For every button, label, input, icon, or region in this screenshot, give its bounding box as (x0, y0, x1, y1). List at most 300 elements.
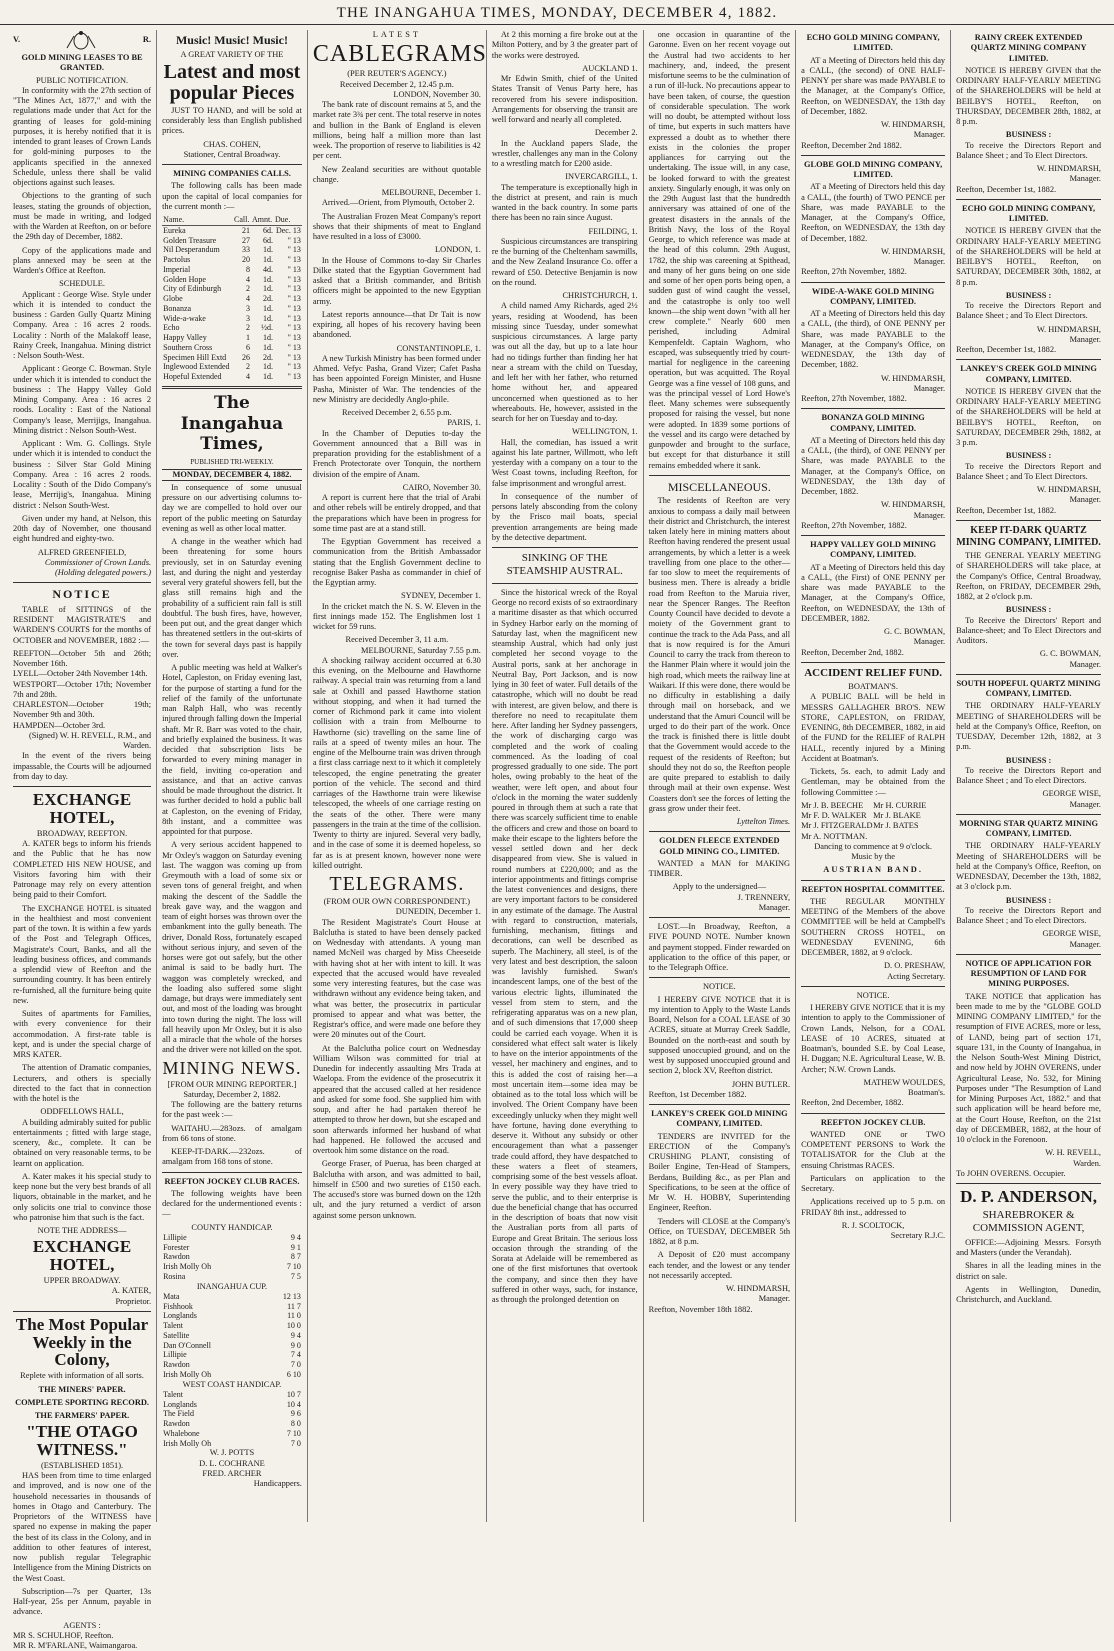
table-cell: Satellite (163, 1330, 190, 1340)
date-line: Reefton, December 2nd, 1882. (801, 647, 904, 657)
table-cell: 10 4 (286, 1399, 301, 1409)
divider (801, 986, 945, 987)
table-cell: 1d. (262, 313, 273, 323)
paragraph: The following are the battery returns for the past week :— (162, 1100, 302, 1120)
calls-title: MINING COMPANIES CALLS. (173, 169, 291, 179)
paragraph: A. Kater makes it his special study to keep none but the very best brands of all liquors, obtainable in the market, and he only solicits one trial to convince those who patronise him that such is the fact. (13, 1171, 152, 1222)
paragraph: Suspicious circumstances are transpiring re the burning of the Cheltenham sawmills, and the New Zealand Insurance Co. offer a reward of £50. Detective Benjamin is now on the round. (491, 236, 638, 287)
table-cell: 4 (245, 372, 250, 382)
paragraph: Mr Edwin Smith, chief of the United States Transit of Venus Party here, has recovered from his severe indisposition. Arrangements for observing the transit are well forward and nearly all completed. (491, 74, 638, 124)
manager-label: Manager. (1069, 495, 1102, 505)
table-cell: ½d. (260, 323, 273, 333)
music-by: Music by the (851, 852, 895, 862)
table-cell: Amnt. (251, 215, 273, 225)
business-label: BUSINESS : (1005, 130, 1052, 140)
table-cell: 6d. (262, 235, 273, 245)
handicappers-label: Handicappers. (253, 1479, 302, 1488)
table-row (162, 1243, 302, 1253)
table-cell: Fishhook (163, 1301, 193, 1311)
table-cell: Rawdon (163, 1419, 190, 1428)
paragraph: A report is current here that the trial of Arabi and other rebels will be entirely dropped, and that the preparations which have been in progress for some time past are at a stand still. (312, 493, 481, 533)
dateline-place: CONSTANTINOPLE, 1. (396, 343, 481, 353)
agents-heading: AGENTS : (63, 1620, 101, 1630)
paragraph: Tenders will CLOSE at the Company's Office, on TUESDAY, DECEMBER 5th 1882, at 8 p.m. (648, 1216, 791, 1247)
otago-witness-title: "THE OTAGO WITNESS." (26, 1422, 138, 1460)
paragraph: Shares in all the leading mines in the district on sale. (956, 1261, 1102, 1281)
music-variety: A GREAT VARIETY OF THE (180, 49, 284, 59)
table-cell: " 13 (287, 245, 301, 255)
table-cell: 9 1 (290, 1242, 301, 1252)
paragraph: I HEREBY GIVE NOTICE that it is my intention to apply to the Commissioner of Crown Lands, Nelson, for a COAL LEASE of 10 ACRES, situated at Boatman's, bounded S.E. by Coal Lease, H. Duggan; N.E. Agricultural Lease, W. B. Archer; N.W. Crown Lands. (801, 1003, 946, 1074)
table-cell: Lillipie (163, 1232, 187, 1242)
committee-member: Mr H. CURRIE (873, 800, 927, 810)
manager-label: Manager. (1069, 939, 1102, 949)
table-cell: 1d. (262, 274, 273, 284)
calls-table (162, 215, 302, 382)
masthead: THE INANGAHUA TIMES, MONDAY, DECEMBER 4, 1882. (0, 2, 1114, 25)
signer: J. TRENNERY, (737, 892, 791, 902)
column-1 (8, 30, 157, 1651)
signer: W. HINDMARSH, (880, 120, 946, 129)
divider (956, 199, 1101, 200)
table-cell: Irish Molly Oh (163, 1369, 212, 1379)
table-cell: 7 0 (290, 1438, 301, 1448)
table-cell: Whalebone (163, 1428, 200, 1438)
mining-date: Saturday, December 2, 1882. (183, 1089, 281, 1099)
table-cell: " 13 (287, 294, 301, 304)
paragraph: The following calls has been made upon the capital of local companies for the current month :— (162, 181, 302, 211)
table-cell: 1d. (262, 342, 273, 352)
farmers-paper: THE FARMERS' PAPER. (34, 1411, 130, 1421)
committee-member: Mr J. B. BEECHE (801, 800, 864, 810)
manager-label: Manager. (913, 257, 946, 266)
table-cell: Bonanza (163, 303, 192, 313)
inangahua-cup-table (162, 1292, 302, 1380)
table-cell: 1 (245, 333, 250, 343)
notice-heading: NOTICE. (856, 990, 890, 1000)
notice-heading: NOTICE. (702, 982, 736, 992)
west-coast-table (162, 1390, 302, 1449)
table-row (162, 1302, 302, 1312)
dateline-place: INVERCARGILL, 1. (565, 172, 638, 182)
date-line: Reefton, December 1st, 1882. (956, 184, 1057, 194)
column-3 (308, 30, 487, 1522)
paragraph: AT a Meeting of Directors held this day a CALL, (the second) of ONE HALF-PENNY per share was made PAYABLE to the Manager, at the Company's Office, Reefton, on WEDNESDAY, the 13th day of December, 1882. (801, 55, 946, 116)
table-cell: " 13 (287, 342, 301, 352)
divider (956, 954, 1101, 955)
table-cell: 26 (241, 352, 250, 362)
table-cell: Echo (163, 323, 180, 333)
signer: JOHN BUTLER. (731, 1079, 791, 1089)
table-row (162, 1390, 302, 1400)
table-row (162, 1350, 302, 1360)
paragraph: NOTICE IS HEREBY GIVEN that the ORDINARY HALF-YEARLY MEETING of the SHAREHOLDERS will be held at BEILBY'S HOTEL, Reefton, on SATURDAY, DECEMBER 29th, 1882, at 3 p.m. (956, 386, 1102, 447)
paragraph: To receive the Directors Report and Balance Sheet ; and To Elect Directors. (956, 461, 1102, 481)
divider (162, 164, 302, 165)
keep-it-dark-title: KEEP IT-DARK QUARTZ MINING COMPANY, LIMITED. (956, 524, 1101, 548)
table-cell: " 13 (287, 313, 301, 323)
paragraph: AT a Meeting of Directors held this day a CALL, (the First) of ONE PENNY per share was made PAYABLE to the Manager, at the Company's Office, Reefton, on WEDNESDAY, the 13th of DECEMBER, 1882. (801, 562, 946, 623)
signer: W. HINDMARSH, (880, 246, 946, 256)
table-cell: 8 (245, 264, 250, 274)
miscellaneous-title: MISCELLANEOUS. (667, 479, 771, 494)
county-handicap-table (162, 1233, 302, 1282)
crest-left-letter: V. (13, 34, 21, 44)
sitting-line: (Signed) W. H. REVELL, R.M., and Warden. (28, 730, 152, 751)
secretary-label: Secretary R.J.C. (890, 1231, 946, 1241)
received-line: Received December 3, 11 a.m. (345, 635, 449, 645)
table-row (162, 1233, 302, 1243)
calls-table-header (162, 215, 302, 225)
divider (649, 977, 790, 978)
divider (956, 520, 1101, 521)
table-row (162, 284, 302, 294)
dateline-place: LONDON, November 30. (393, 89, 481, 99)
table-cell: 33 (241, 245, 250, 255)
table-row (162, 362, 302, 372)
address-note: NOTE THE ADDRESS— (37, 1226, 127, 1236)
divider (801, 1113, 945, 1114)
proprietor-name: A. KATER, (111, 1286, 152, 1296)
paragraph: To receive the Directors Report and Balance Sheet ; and To Elect Directors. (956, 140, 1102, 160)
table-cell: Talent (163, 1321, 183, 1330)
manager-label: Manager. (913, 130, 946, 140)
table-cell: " 13 (287, 284, 301, 294)
table-cell: Golden Hope (163, 274, 206, 284)
table-cell: Lillipie (163, 1350, 187, 1360)
hospital-title: REEFTON HOSPITAL COMMITTEE. (801, 884, 945, 894)
table-cell: Specimen Hill Extd (163, 352, 227, 362)
table-cell: 11 0 (287, 1311, 301, 1321)
divider (162, 386, 302, 389)
divider (956, 359, 1101, 360)
dateline-place: December 2. (594, 128, 638, 138)
table-cell: Rawdon (163, 1360, 190, 1369)
band-name: AUSTRIAN BAND. (823, 865, 923, 875)
golden-fleece-title: GOLDEN FLEECE EXTENDED GOLD MINING CO., LIMITED. (659, 836, 780, 856)
paragraph: THE ORDINARY HALF-YEARLY MEETING of SHAREHOLDERS will be held at the Company's Office, Reefton, on TUESDAY, December 12th, 1882, at 3 p.m. (956, 701, 1102, 752)
dateline-place: DUNEDIN, December 1. (395, 907, 481, 917)
table-row (162, 1321, 302, 1331)
table-row (162, 1292, 302, 1302)
table-row (162, 225, 302, 235)
paragraph: TAKE NOTICE that application has been made to me by the "GLOBE GOLD MINING COMPANY LIMITED," for the resumption of FIVE ACRES, more or less, of LAND, being part of section 171, square 131, in the County of Inangahua, in the Nelson South-West Mining District, and now held by JOHN OVERENS, under Agricultural Lease, No. 532, for Mining Purposes under "The Resumption of Land for Mining Purposes Act, 1882." and that such application will be heard before me, at the Court House, Reefton, on the 21st day of DECEMBER, 1882, at the hour of 10 o'clock in the Forenoon. (956, 991, 1102, 1145)
business-label: BUSINESS : (1005, 755, 1052, 765)
dateline: MONDAY, DECEMBER 4, 1882. (162, 469, 302, 481)
place-line: Boatman's. (908, 1088, 946, 1098)
column-5 (644, 30, 796, 1522)
table-cell: 4 (245, 294, 250, 304)
morning-star-title: MORNING STAR QUARTZ MINING COMPANY, LIMITED. (959, 818, 1099, 839)
divider (649, 1104, 790, 1105)
signer: W. HINDMARSH, (880, 373, 946, 383)
divider (801, 535, 945, 536)
manager-label: Manager. (913, 383, 946, 393)
manager-label: Manager. (758, 1294, 791, 1304)
paragraph: Subscription—7s per Quarter, 13s Half-year, 25s per Annum, payable in advance. (13, 1586, 152, 1617)
table-cell: 9 0 (290, 1340, 301, 1350)
divider (801, 408, 945, 409)
table-cell: 7 4 (290, 1350, 301, 1360)
paragraph: WAITAHU.—283ozs. of amalgam from 66 tons of stone. (162, 1123, 302, 1143)
paragraph: In the cricket match the N. S. W. Eleven in the first innings made 152. The Englishmen lost 1 wicket for 59 runs. (312, 601, 481, 632)
signer: MATHEW WOULDES, (863, 1077, 946, 1087)
handicapper: W. J. POTTS (209, 1448, 255, 1458)
table-cell: 1d. (262, 362, 273, 372)
business-label: BUSINESS : (1005, 605, 1052, 615)
applicant-entry: Applicant : George Wise. Style under which it is intended to conduct the business : Garden Gully Quartz Mining Company. Area : 16 acres 2 roods. Locality : North of the Malakoff lease, Rainy Creek, Inangahua. Mining district : Nelson South-West. (13, 289, 152, 360)
jockey-club-title: REEFTON JOCKEY CLUB. (820, 1117, 926, 1127)
anderson-subtitle: SHAREBROKER & COMMISSION AGENT, (972, 1208, 1085, 1235)
table-cell: 1d. (262, 372, 273, 382)
table-row (162, 294, 302, 304)
hotel-title: EXCHANGE HOTEL, (32, 790, 132, 827)
committee-member: Mr F. D. WALKER (801, 811, 867, 821)
paragraph: AT a Meeting of Directors held this day a CALL, (the third), of ONE PENNY per Share, was made PAYABLE to the Manager, at the Company's Office, on WEDNESDAY, the 13th day of December, 1882. (801, 309, 946, 370)
date-line: Reefton, December 1st, 1882. (956, 505, 1057, 515)
table-cell: 3 (245, 303, 250, 313)
table-cell: 7 10 (286, 1262, 301, 1271)
table-cell: Globe (163, 294, 183, 304)
paragraph: Objections to the granting of such leases, stating the grounds of objection, must be made in writing, and lodged with the Warden at Reefton, on or before the 29th day of December, 1882. (13, 191, 152, 242)
table-cell: " 13 (287, 323, 301, 333)
column-4 (487, 30, 644, 1522)
paragraph: In the Auckland papers Slade, the wrestler, challenges any man in the Colony to a wrestling match for £200 aside. (491, 138, 638, 168)
table-cell: Imperial (163, 264, 191, 274)
paragraph: Arrived.—Orient, from Plymouth, October 2. (321, 198, 475, 208)
table-cell: 1d. (262, 255, 273, 265)
secretary-label: Acting Secretary. (887, 971, 946, 981)
table-cell: 10 0 (286, 1321, 301, 1330)
divider (162, 1172, 302, 1173)
signer: G. C. BOWMAN, (883, 627, 946, 636)
paragraph: JUST TO HAND, and will be sold at considerably less than English published prices. (162, 105, 302, 136)
weekly-title: The Most Popular Weekly in the Colony, (15, 1314, 149, 1370)
paragraph: A public meeting was held at Walker's Hotel, Capleston, on Friday evening last, for the purpose of starting a fund for the relief of the family of the unfortunate man Ralph Hall, who was recently injured through falling down the Imperial shaft. Mr R. Barr was voted to the chair, and briefly explained the business. It was decided that subscription lists be forwarded to every mining manager in the field, inviting co-operation and assistance, and that an active canvas should be made throughout the district. It was further decided to hold a public ball at Capleston, on the evening of Friday, 8th instant, and a committee was appointed for that purpose. (162, 663, 302, 837)
paragraph: WANTED a MAN for MAKING TIMBER. (648, 858, 791, 879)
south-hopeful-title: SOUTH HOPEFUL QUARTZ MINING COMPANY, LIMITED. (956, 678, 1101, 699)
paragraph: HAS been from time to time enlarged and improved, and is now one of the household necessaries in thousands of homes in Otago and Canterbury. The Proprietors of the WITNESS have spared no expense in making the paper the best of its class in the Colony, and in addition to other features of interest, now publish regular Telegraphic Intelligence from the Mining Districts on the West Coast. (13, 1471, 152, 1583)
paragraph: A child named Amy Richards, aged 2½ years, residing at Woodend, has been missing since Tuesday, under somewhat suspicious circumstances. A large party was out all the day, but up to a late hour had no tidings further than finding her hat near a stream with the child on Tuesday, and left her with her father, who returned home without her, and appeared unconcerned when questioned as to her whereabouts. He, however, assisted in the search for her on Tuesday and to-day. (491, 301, 638, 423)
table-row (162, 314, 302, 324)
table-cell: Southern Cross (163, 342, 213, 352)
calls-table-body (162, 225, 302, 382)
signer: GEORGE WISE, (1042, 929, 1102, 939)
crest-right-letter: R. (142, 34, 152, 44)
table-cell: 20 (241, 255, 250, 265)
established: (ESTABLISHED 1851). (40, 1460, 124, 1470)
manager-label: Manager. (1069, 334, 1102, 344)
table-cell: 2d. (262, 352, 273, 362)
table-cell: 9 6 (290, 1409, 301, 1419)
table-row (162, 1400, 302, 1410)
warden-label: Warden. (1073, 1158, 1102, 1168)
coat-of-arms-icon (64, 30, 98, 50)
table-row (162, 353, 302, 363)
agent-line: MR S. SCHULHOF, Reefton. (13, 1630, 114, 1640)
paragraph: Hall, the comedian, has issued a writ against his late partner, Willmott, who left yesterday with a company on a tour to the West Coast towns, including Reefton, for false imprisonment and wrongful arrest. (491, 437, 638, 488)
signer: ALFRED GREENFIELD, (37, 547, 127, 557)
table-cell: 8 0 (290, 1419, 301, 1428)
lankey-title: LANKEY'S CREEK GOLD MINING COMPANY, LIMITED. (651, 1109, 788, 1129)
reuter-agency: (PER REUTER'S AGENCY.) (347, 69, 447, 79)
paragraph: At 2 this morning a fire broke out at the Milton Pottery, and by 3 the greater part of the works were destroyed. (491, 30, 638, 60)
dateline-place: MELBOURNE, December 1. (381, 188, 481, 198)
paragraph: Particulars on application to the Secretary. (801, 1173, 946, 1194)
committee-list (801, 801, 945, 842)
table-cell: 10 7 (286, 1389, 301, 1399)
date-line: Reefton, 2nd December, 1882. (801, 1098, 904, 1108)
table-cell: " 13 (287, 274, 301, 284)
paragraph: AT a Meeting of Directors held this day a CALL, (the third), of ONE PENNY per Share, was made PAYABLE to the Manager, at the Company's Office, on WEDNESDAY, the 13th day of December, 1882. (801, 435, 946, 496)
table-cell: Irish Molly Oh (163, 1438, 212, 1448)
divider (956, 674, 1101, 675)
source-credit: Lyttelton Times. (736, 817, 791, 827)
table-cell: Longlands (163, 1399, 197, 1409)
signer: R. J. SCOLTOCK, (841, 1220, 905, 1230)
paragraph: In conformity with the 27th section of "The Mines Act, 1877," and with the regulations made under that Act for the granting of leases for gold-mining purposes, it is hereby notified that it is intended to grant leases of Crown Lands for gold-mining purposes to the applicants specified in the annexed Schedule, unless there shall be valid objections against such leases. (13, 85, 152, 187)
table-cell: " 13 (287, 264, 301, 274)
table-cell: 1d. (262, 303, 273, 313)
paragraph: In the House of Commons to-day Sir Charles Dilke stated that the Egyptian Government had asked that a British commander, and British officers might be appointed to the new Egyptian army. (312, 255, 481, 306)
paragraph: Tickets, 5s. each, to admit Lady and Gentleman, may be obtained from the following Committee :— (801, 767, 946, 797)
applicant-entry: Applicant : George C. Bowman. Style under which it is intended to conduct the business : The Happy Valley Gold Mining Company. Area : 16 acres 2 roods. Locality : East of the National Company's lease, Merrijigs, Inangahua. Mining district : Nelson South-West. (13, 364, 152, 435)
table-row (162, 323, 302, 333)
paragraph: A change in the weather which had been threatening for some hours previously, set in on Saturday evening last, and during the night and yesterday several very grateful showers fell, but the glass still remains high and the probability of a sufficient rain fall is still doubtful. The bush fires, have, however, been put out, and the great danger which has threatened settlers in the out-skirts of the town for several days past is happily over. (162, 537, 302, 659)
table-cell: 7 10 (286, 1428, 301, 1438)
mining-news-title: MINING NEWS. (162, 1057, 302, 1078)
paragraph: Copy of the applications made and plans annexed may be seen at the Warden's Office at Reefton. (13, 245, 152, 275)
committee-member: Mr J. BLAKE (873, 811, 921, 821)
divider (649, 475, 790, 476)
date-line: Reefton, 27th November, 1882. (801, 267, 907, 277)
date-line: Reefton, 27th November, 1882. (801, 394, 907, 403)
table-cell: Pactolus (163, 255, 191, 265)
paragraph: New Zealand securities are without quotable change. (312, 164, 481, 184)
sinking-title: SINKING OF THE STEAMSHIP AUSTRAL. (506, 552, 623, 578)
dateline-place: CHRISTCHURCH, 1. (562, 291, 638, 300)
table-cell: 12 13 (282, 1291, 301, 1301)
table-cell: 2 (245, 323, 250, 333)
paragraph: A PUBLIC BALL will be held in MESSRS GALLAGHER BRO'S. NEW STORE, CAPLESTON, on FRIDAY, EVENING, 8th DECEMBER, 1882, in aid of the FUND for the RELIEF of RALPH HALL, recently injured by a Mining Accident at Boatman's. (801, 692, 946, 763)
divider (649, 917, 790, 918)
paragraph: The Australian Frozen Meat Company's report shows that their shipments of meat to England have resulted in a loss of £3000. (312, 211, 481, 242)
signer: W. HINDMARSH, (725, 1284, 791, 1294)
paragraph: To receive the Directors Report and Balance Sheet ; and To elect Directors. (956, 765, 1102, 786)
divider (801, 155, 945, 156)
telegrams-title: TELEGRAMS. (329, 873, 465, 896)
applicant-entry: Applicant : Wm. G. Collings. Style under which it is intended to conduct the business : Silver Star Gold Mining Company. Area : 16 acres 2 roods. Locality : South of the Dido Company's lease, Merrijig's, Inangahua. Mining district : Nelson South-West. (13, 439, 152, 510)
table-row (162, 1370, 302, 1380)
paragraph: LOST.—In Broadway, Reefton, a FIVE POUND NOTE. Number known and payment stopped. Finder rewarded on application to the office of this paper, or to the Telegraph Office. (648, 922, 791, 973)
paper-title: The Inangahua Times, (180, 392, 284, 455)
signer: W. H. REVELL, (1045, 1148, 1102, 1158)
schedule-heading: SCHEDULE. (59, 279, 105, 289)
table-cell: " 13 (287, 235, 301, 245)
table-cell: Dec. 13 (275, 225, 301, 235)
table-cell: Name. (162, 215, 233, 225)
sitting-line: REEFTON—October 5th and 26th; November 16th. (13, 648, 152, 669)
sitting-line: LYELL—October 24th November 14th. (13, 669, 148, 679)
divider (801, 282, 945, 283)
accident-relief-title: ACCIDENT RELIEF FUND. (804, 666, 943, 679)
table-row (162, 1360, 302, 1370)
handicapper: FRED. ARCHER (202, 1468, 262, 1478)
divider (13, 582, 151, 583)
table-row (162, 304, 302, 314)
globe-title: GLOBE GOLD MINING COMPANY, LIMITED. (804, 159, 943, 179)
dateline-place: SYDNEY, December 1. (401, 591, 481, 601)
advertiser-address: Stationer, Central Broadway. (183, 149, 281, 159)
table-cell: 6d. (262, 225, 273, 235)
table-cell: 6 10 (286, 1369, 301, 1379)
table-row (162, 1419, 302, 1429)
table-cell: Nil Desperandum (163, 245, 220, 255)
divider (13, 786, 151, 787)
table-row (162, 1439, 302, 1449)
sporting-record: COMPLETE SPORTING RECORD. (15, 1397, 150, 1407)
table-row (162, 1262, 302, 1272)
paragraph: AT a Meeting of Directors held this day a CALL, (the fourth) of TWO PENCE per Share, was made PAYABLE to the Manager, at the Company's Office, Reefton, on WEDNESDAY, the 13th day of December, 1882. (801, 182, 946, 243)
paragraph: Latest reports announce—that Dr Tait is now expiring, all hopes of his recovery having been abandoned. (312, 309, 481, 340)
table-row (162, 1341, 302, 1351)
date-line: Reefton, November 18th 1882. (648, 1304, 753, 1314)
paragraph: To Receive the Directors' Report and Balance-sheet; and To Elect Directors and Auditors. (956, 615, 1102, 646)
rainy-creek-title: RAINY CREEK EXTENDED QUARTZ MINING COMPANY LIMITED. (970, 33, 1087, 63)
signer: W. HINDMARSH, (1036, 324, 1102, 334)
received-line: Received December 2, 6.55 p.m. (341, 408, 452, 418)
signer: GEORGE WISE, (1042, 789, 1102, 799)
date-line: Reefton, 1st December 1882. (648, 1089, 747, 1099)
paragraph: In the event of the rivers being impassable, the Courts will be adjourned from day to day. (13, 751, 152, 781)
table-cell: " 13 (287, 372, 301, 382)
table-row (162, 1311, 302, 1321)
latest-pieces: Latest and most popular Pieces (163, 60, 301, 104)
dateline-place: CAIRO, November 30. (402, 482, 481, 492)
table-cell: 7 0 (290, 1360, 301, 1369)
signer: W. HINDMARSH, (1036, 164, 1102, 173)
paragraph: The attention of Dramatic companies, Lecturers, and others is specially directed to the fact that in connection with the hotel is the (13, 1063, 152, 1104)
paragraph: A Deposit of £20 must accompany each tender, and the lowest or any tender not necessarily accepted. (648, 1250, 791, 1280)
table-cell: " 13 (287, 352, 301, 362)
sitting-line: HAMPDEN—October 3rd. (13, 720, 106, 730)
table-row (162, 236, 302, 246)
paragraph: The residents of Reefton are very anxious to compass a daily mail between their district and Christchurch, the interest taken lately here in mining matters about Reefton having rendered the present usual arrangements, by which a letter is a week travelling from one place to the other—far too slow to meet the requirements of business men. There is already a bridle road from Reefton to the Maruia river, near the Spencer Ranges. The Reefton County Council have decided to devote a moiety of the Government grant to continue the track to the Ada Pass, and all that is now required is for the Amuri Council to carry the track from thereon to the Hanmer Plain where it would join the high road, which meets the railway line at Waikari. If this were done, there would be no difficulty in establishing a daily through mail on horseback, and we understand that the Amuri Council will be urged to do their part of the work. Once the track is finished there is little doubt that the Government would accede to the request of the residents of Reefton; but should they not do so, the Reefton people are quite prepared to establish to daily through mail at their own expense. West Coasters don't see the forces of letting the grass grow under their feet. (648, 496, 791, 813)
lankey-title: LANKEY'S CREEK GOLD MINING COMPANY, LIMITED. (960, 364, 1097, 384)
table-cell: " 13 (287, 303, 301, 313)
table-cell: 4d. (262, 264, 273, 274)
dancing-line: Dancing to commence at 9 o'clock. (814, 841, 932, 851)
wide-a-wake-title: WIDE-A-WAKE GOLD MINING COMPANY, LIMITED. (811, 286, 935, 306)
table-cell: 8 7 (290, 1252, 301, 1262)
public-notification: PUBLIC NOTIFICATION. (35, 75, 129, 85)
dateline-place: LONDON, 1. (435, 245, 481, 255)
signer: D. O. PRESHAW, (883, 961, 946, 971)
columns (8, 30, 1106, 1651)
echo-title: ECHO GOLD MINING COMPANY, LIMITED. (806, 33, 940, 53)
date-line: Reefton, December 2nd 1882. (801, 140, 902, 150)
notice-heading: NOTICE (52, 587, 112, 602)
divider (956, 1183, 1101, 1184)
agent-line: MR R. M'FARLANE, Waimangaroa. (13, 1641, 138, 1651)
column-2 (157, 30, 308, 1522)
paragraph: NOTICE IS HEREBY GIVEN that the ORDINARY HALF-YEARLY MEETING of the SHAREHOLDERS will be held at BEILBY'S HOTEL, Reefton, on THURSDAY, DECEMBER 28th, 1882, at 8 p.m. (956, 65, 1102, 126)
miners-paper: THE MINERS' PAPER. (38, 1384, 126, 1394)
paragraph: WANTED ONE or TWO COMPETENT PERSONS to Work the TOTALISATOR for the Club at the ensuing Christmas RACES. (801, 1129, 946, 1170)
paragraph: Suites of apartments for Families, with every convenience for their accommodation. A first-rate table is kept, and is under the special charge of MRS KATER. (13, 1009, 152, 1060)
table-row (162, 1252, 302, 1262)
table-cell: 6 (245, 342, 250, 352)
